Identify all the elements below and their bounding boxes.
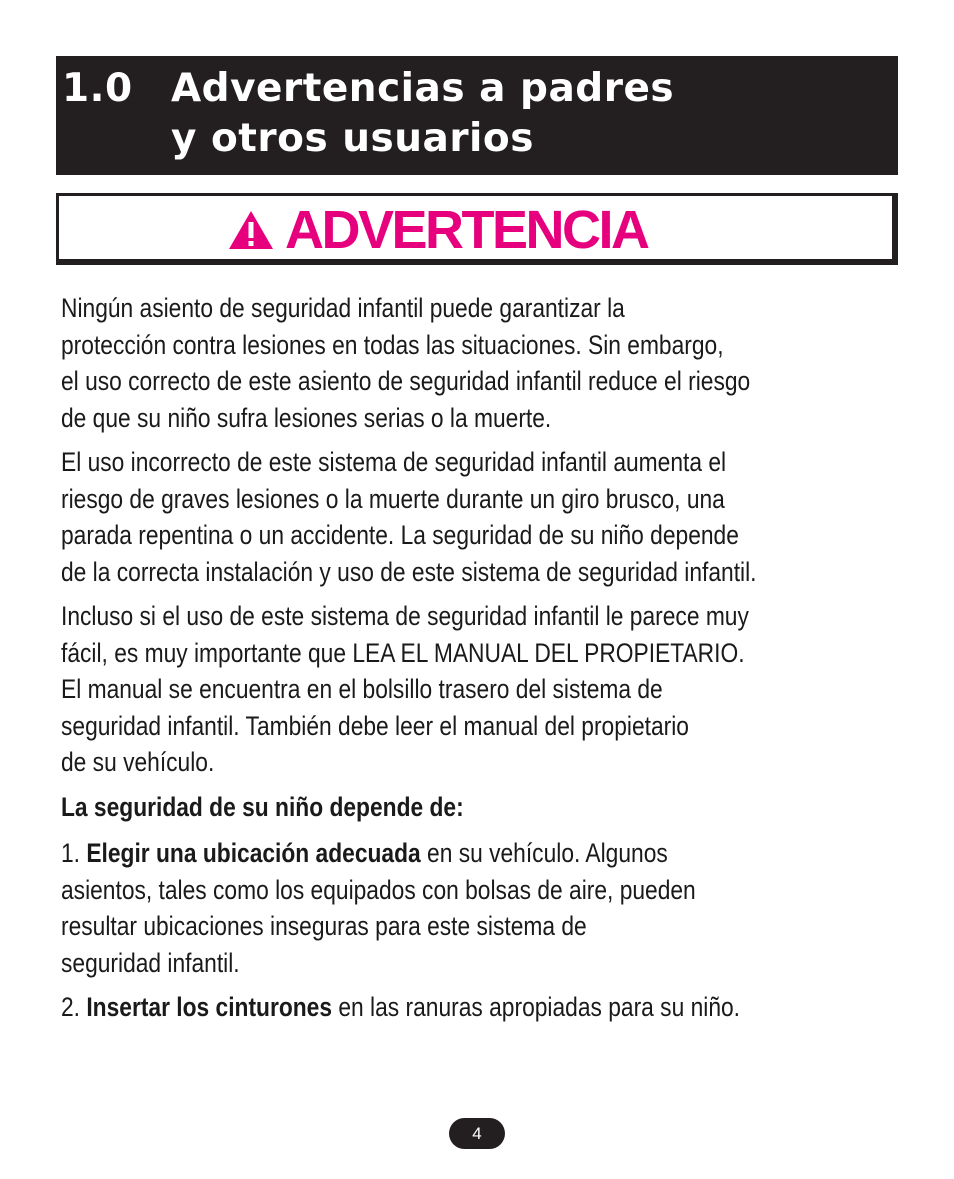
list-item-1-first-line [61, 835, 783, 872]
paragraph-1 [61, 290, 783, 436]
list-item-1 [61, 835, 783, 981]
text-line: asientos, tales como los equipados con bolsas de aire, pueden [61, 874, 696, 905]
warning-banner-content [227, 202, 648, 258]
list-item-2 [61, 989, 783, 1026]
text-line: Ningún asiento de seguridad infantil puede garantizar la [61, 293, 625, 323]
text-line: El manual se encuentra en el bolsillo trasero del sistema de [61, 674, 663, 704]
list-heading-text: La seguridad de su niño depende de: [61, 791, 464, 822]
list-item-bold: Elegir una ubicación adecuada [86, 838, 421, 868]
list-item-number: 1. [61, 838, 87, 868]
section-title-line-1: Advertencias a padres [171, 66, 675, 111]
warning-body [61, 290, 783, 1034]
text-line: fácil, es muy importante que LEA EL MANUAL DEL PROPIETARIO. [61, 637, 745, 668]
section-header [56, 56, 898, 175]
text-line: seguridad infantil. [61, 947, 240, 978]
list-item-text: en las ranuras apropiadas para su niño. [332, 992, 741, 1022]
list-item-2-first-line [61, 989, 783, 1026]
text-line: riesgo de graves lesiones o la muerte durante un giro brusco, una [61, 483, 725, 514]
section-title-line-2: y otros usuarios [171, 116, 534, 161]
text-line: de que su niño sufra lesiones serias o la muerte. [61, 402, 552, 433]
list-item-number: 2. [61, 992, 87, 1022]
text-line: El uso incorrecto de este sistema de seguridad infantil aumenta el [61, 447, 727, 477]
list-item-bold: Insertar los cinturones [86, 992, 333, 1022]
text-line: seguridad infantil. También debe leer el manual del propietario [61, 710, 689, 741]
page-number: 4 [449, 1118, 505, 1149]
text-line: protección contra lesiones en todas las situaciones. Sin embargo, [61, 329, 724, 360]
list-heading [61, 789, 783, 826]
text-line: el uso correcto de este asiento de seguridad infantil reduce el riesgo [61, 366, 751, 396]
paragraph-3 [61, 598, 783, 781]
text-line: de la correcta instalación y uso de este sistema de seguridad infantil. [61, 556, 757, 587]
text-line: resultar ubicaciones inseguras para este sistema de [61, 911, 587, 941]
section-title [171, 64, 871, 164]
section-number: 1.0 [62, 66, 133, 111]
warning-banner [56, 193, 898, 265]
list-item-text: en su vehículo. Algunos [420, 838, 668, 868]
warning-triangle-icon [227, 209, 275, 251]
warning-label: ADVERTENCIA [285, 200, 648, 260]
text-line: de su vehículo. [61, 747, 215, 777]
text-line: parada repentina o un accidente. La seguridad de su niño depende [61, 520, 739, 550]
paragraph-2 [61, 444, 783, 590]
text-line: Incluso si el uso de este sistema de seguridad infantil le parece muy [61, 601, 749, 631]
